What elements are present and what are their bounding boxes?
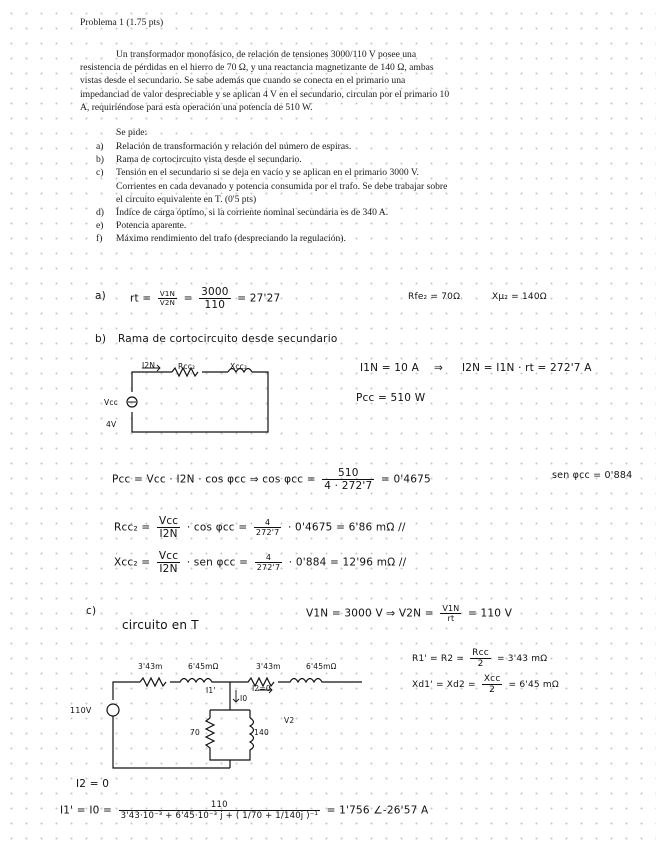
sc-current-label: I2N	[142, 361, 156, 370]
part-b-sin: sen φcc = 0'884	[552, 470, 633, 481]
question-item: d) Índice de carga óptimo, si la corriente nominal secundaria es de 340 A.	[96, 207, 389, 219]
t-x2-label: 6'45mΩ	[306, 662, 337, 671]
t-i0-label: I0	[240, 694, 248, 703]
part-b-rcc: Rcc₂ = $\frac{\text{Vcc}}{I2N}$ · cos φcc = $\frac{4}{272'7}$ · 0'4675 = 6'86 mΩ //	[114, 515, 406, 540]
t-circuit-diagram	[100, 670, 380, 780]
t-v2-label: V2	[284, 716, 295, 725]
t-r1-label: 3'43m	[138, 662, 163, 671]
part-b-title: Rama de cortocircuito desde secundario	[118, 333, 338, 345]
t-xm-label: 140	[254, 728, 269, 737]
question-item: e) Potencia aparente.	[96, 220, 187, 232]
part-b-i2n: I2N = I1N · rt = 272'7 A	[462, 362, 592, 374]
problem-title: Problema 1 (1.75 pts)	[80, 17, 164, 28]
part-b-xcc: Xcc₂ = $\frac{\text{Vcc}}{I2N}$ · sen φcc = $\frac{4}{272'7}$ · 0'884 = 12'96 mΩ //	[114, 550, 407, 575]
part-a-rfe: Rfe₂ = 70Ω	[408, 292, 461, 302]
sc-source-label: Vcc	[104, 398, 118, 407]
part-c-voltage: V1N = 3000 V ⇒ V2N = $\frac{V1N}{rt}$ = 110 V	[306, 604, 513, 623]
sc-resistance-label: Rcc₂	[178, 362, 196, 371]
question-item: f) Máximo rendimiento del trafo (despreciando la regulación).	[96, 233, 346, 245]
question-list	[96, 140, 526, 246]
question-item: c) Tensión en el secundario si se deja en vacío y se aplican en el primario 3000 V. Corrientes en cada devanado y potencia consumida por el trafo. Se debe trabajar sobre el circuito equivalente en T. (0'5 pts)	[96, 167, 448, 205]
part-b-pcc-eq: Pcc = Vcc · I2N · cos φcc ⇒ cos φcc = $\frac{510}{4 \cdot 272'7}$ = 0'4675	[112, 467, 431, 492]
sc-reactance-label: Xcc₂	[230, 362, 248, 371]
t-x1-label: 6'45mΩ	[188, 662, 219, 671]
part-c-i1: I1' = I0 = $\frac{110}{\text{3'43·10⁻³ + 6'45·10⁻³ j + ( 1/70 + 1/140j )⁻¹}}$ = 1'756 ∠-26'57 A	[60, 800, 429, 821]
statement-line: Un transformador monofásico, de relación de tensiones 3000/110 V posee una	[116, 49, 417, 60]
statement-line: impedanciad de valor despreciable y se aplican 4 V en el secundario, circulan por el primario 10	[80, 88, 450, 100]
sc-voltage-label: 4V	[106, 420, 117, 429]
t-r2-label: 3'43m	[256, 662, 281, 671]
part-c-r1: R1' = R2 = $\frac{\text{Rcc}}{2}$ = 3'43 mΩ	[412, 648, 548, 669]
statement-line: resistencia de pérdidas en el hierro de 70 Ω, y una reactancia magnetizante de 140 Ω, ambas	[80, 62, 434, 74]
t-i2-label: I2=0	[252, 684, 271, 693]
part-b-i1n: I1N = 10 A	[360, 362, 419, 374]
part-c-x1: Xd1' = Xd2 = $\frac{\text{Xcc}}{2}$ = 6'45 mΩ	[412, 674, 559, 695]
part-a-ratio: rt = $\frac{V1N}{V2N}$ = $\frac{3000}{110}$ = 27'27	[130, 286, 281, 311]
t-i1-label: I1'	[206, 686, 216, 695]
part-a-xm: Xμ₂ = 140Ω	[492, 292, 547, 302]
question-item: b) Rama de cortocircuito vista desde el secundario.	[96, 154, 302, 166]
part-b-arrow: ⇒	[434, 362, 443, 374]
part-c-title: circuito en T	[122, 618, 199, 632]
part-b-label: b)	[95, 333, 107, 345]
part-c-label: c)	[86, 605, 97, 617]
short-circuit-diagram	[100, 362, 280, 440]
statement-line: A, requiriéndose para esta operación una potencia de 510 W.	[80, 101, 313, 113]
statement-line: vistas desde el secundario. Se sabe además que cuando se conecta en el primario una	[80, 75, 406, 87]
t-rfe-label: 70	[190, 728, 200, 737]
question-item: a) Relación de transformación y relación del número de espiras.	[96, 141, 352, 152]
part-c-i2: I2 = 0	[76, 778, 110, 790]
part-a-label: a)	[95, 290, 106, 302]
part-b-pcc: Pcc = 510 W	[356, 392, 426, 404]
ask-label: Se pide:	[116, 127, 148, 138]
problem-statement	[80, 48, 532, 114]
t-source-label: 110V	[70, 706, 92, 715]
